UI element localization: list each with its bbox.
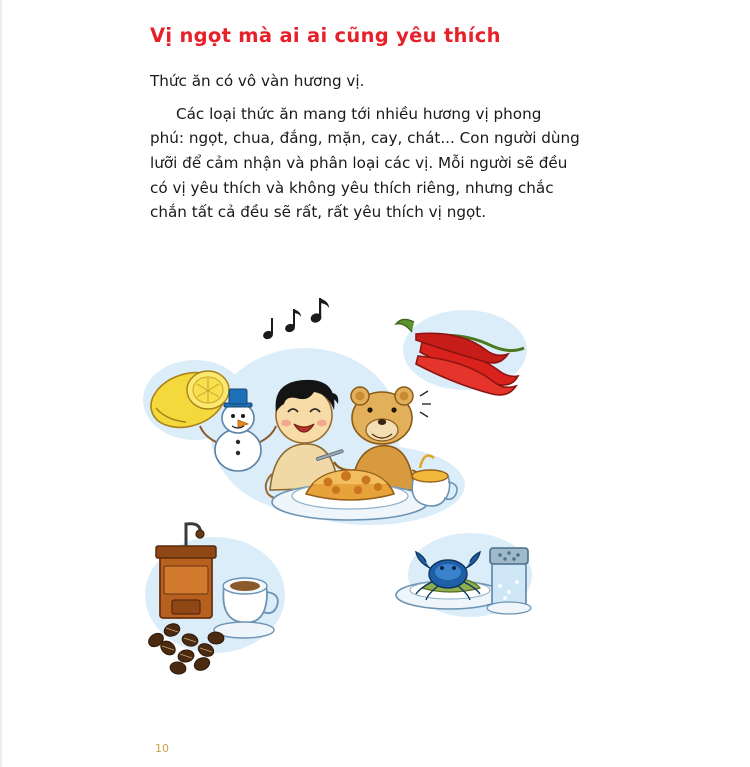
motion-lines xyxy=(420,391,431,417)
paragraph-1: Thức ăn có vô vàn hương vị. xyxy=(150,72,365,90)
page-number: 10 xyxy=(155,742,169,755)
illustration-svg xyxy=(120,290,590,690)
salt-shaker xyxy=(487,548,531,614)
illustration xyxy=(120,290,590,690)
music-notes xyxy=(262,298,329,340)
paragraph-2: Các loại thức ăn mang tới nhiều hương vị phong phú: ngọt, chua, đắng, mặn, cay, chát... Con người dùng lưỡi để cảm nhận và phân loại các vị. Mỗi người sẽ đều có vị yêu thích và không yêu thích riêng, nhưng chắc chắn tất cả đều sẽ rất, rất yêu thích vị ngọt. xyxy=(150,104,580,222)
page-content xyxy=(150,24,580,233)
page-title: Vị ngọt mà ai ai cũng yêu thích xyxy=(150,24,501,47)
page-spine-shadow xyxy=(0,0,3,767)
